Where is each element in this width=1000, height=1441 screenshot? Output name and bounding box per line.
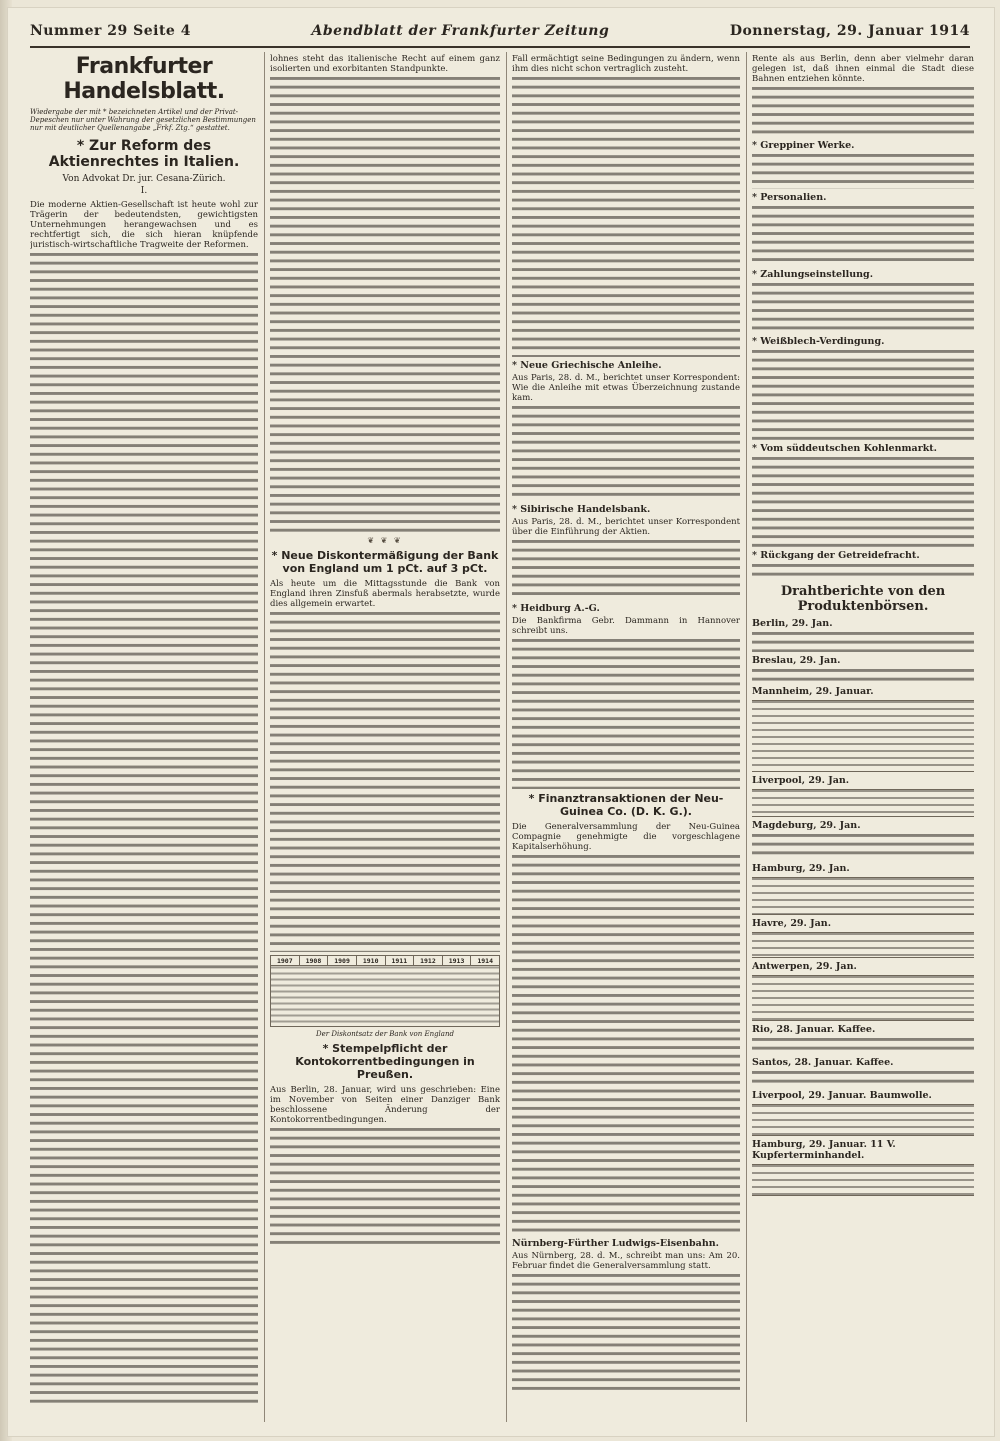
price-table [752, 700, 974, 772]
running-head [30, 18, 970, 44]
column-rule [264, 52, 265, 1422]
article-lead: Die Generalversammlung der Neu-Guinea Compagnie genehmigte die vorgeschlagene Kapitalserhöhung. [512, 822, 740, 852]
market-title: Breslau, 29. Jan. [752, 655, 841, 666]
year-1911: 1911 [385, 956, 414, 966]
column-rule [506, 52, 507, 1422]
article-body [270, 1128, 500, 1248]
news-item-body [752, 564, 974, 580]
market-title: Magdeburg, 29. Jan. [752, 820, 861, 831]
article-lead: Aus Paris, 28. d. M., berichtet unser Korrespondent: Wie die Anleihe mit etwas Überzeichnung zustande kam. [512, 373, 740, 403]
masthead: Abendblatt der Frankfurter Zeitung [311, 23, 610, 39]
article-body [512, 77, 740, 357]
byline: Von Advokat Dr. jur. Cesana-Zürich. [62, 174, 226, 184]
market-title: Santos, 28. Januar. Kaffee. [752, 1057, 894, 1068]
price-table [752, 932, 974, 958]
article-body [270, 612, 500, 952]
market-title: Mannheim, 29. Januar. [752, 686, 874, 697]
article-body [512, 540, 740, 600]
article-lead: Aus Paris, 28. d. M., berichtet unser Korrespondent über die Einführung der Aktien. [512, 517, 740, 537]
article-body [512, 406, 740, 501]
news-item-title: * Personalien. [752, 192, 827, 203]
price-table [752, 877, 974, 915]
continued-text: Rente als aus Berlin, denn aber vielmehr daran gelegen ist, daß ihnen einmal die Stadt diese Bahnen entziehen könnte. [752, 54, 974, 84]
year-1910: 1910 [356, 956, 385, 966]
price-table [752, 789, 974, 817]
discount-rate-table [270, 955, 500, 1027]
news-item-body [752, 154, 974, 189]
market-title: Rio, 28. Januar. Kaffee. [752, 1024, 876, 1035]
news-item-title: * Greppiner Werke. [752, 140, 855, 151]
section-title: Drahtberichte von den Produktenbörsen. [780, 584, 946, 614]
article-lead: Aus Berlin, 28. Januar, wird uns geschrieben: Eine im November von Seiten einer Danziger Bank beschlossene Änderung der Kontokorrentbedingungen. [270, 1085, 500, 1125]
column-2 [270, 52, 500, 1422]
market-report [752, 834, 974, 860]
news-item-body [752, 457, 974, 547]
market-title: Antwerpen, 29. Jan. [752, 961, 857, 972]
article-title: * Finanztransaktionen der Neu-Guinea Co. (D. K. G.). [528, 792, 724, 818]
year-1907: 1907 [271, 956, 300, 966]
article-lead: Die Bankfirma Gebr. Dammann in Hannover schreibt uns. [512, 616, 740, 636]
article-body [512, 855, 740, 1235]
market-report [752, 669, 974, 683]
market-title: Berlin, 29. Jan. [752, 618, 833, 629]
column-4 [752, 52, 974, 1422]
article-title: * Neue Griechische Anleihe. [512, 360, 662, 371]
news-item-body [752, 350, 974, 440]
article-title: Nürnberg-Fürther Ludwigs-Eisenbahn. [512, 1238, 719, 1249]
article-title: * Heidburg A.-G. [512, 603, 600, 614]
article-body [270, 77, 500, 532]
article-title: * Sibirische Handelsbank. [512, 504, 651, 515]
article-title: * Stempelpflicht der Kontokorrentbedingungen in Preußen. [295, 1042, 475, 1081]
market-title: Havre, 29. Jan. [752, 918, 832, 929]
news-item-body [752, 283, 974, 333]
news-item-title: * Rückgang der Getreidefracht. [752, 550, 920, 561]
issue-date: Donnerstag, 29. Januar 1914 [729, 23, 970, 39]
news-item-title: * Zahlungseinstellung. [752, 269, 874, 280]
article-lead: Die moderne Aktien-Gesellschaft ist heute wohl zur Trägerin der bedeutendsten, gewichtigsten Unternehmungen herangewachsen und es rechtfertigt sich, die sich hieran knüpfende juristisch-wirtschaftliche Tragweite der Reformen. [30, 200, 258, 250]
article-title: * Zur Reform des Aktienrechtes in Italien. [48, 138, 240, 170]
news-item-body [752, 206, 974, 266]
copyright-note: Wiedergabe der mit * bezeichneten Artikel und der Privat-Depeschen nur unter Wahrung der gesetzlichen Bestimmungen nur mit deutlicher Quellenangabe „Frkf. Ztg.“ gestattet. [30, 108, 256, 132]
year-1914: 1914 [471, 956, 500, 966]
price-table [752, 1164, 974, 1196]
column-rule [746, 52, 747, 1422]
news-item-title: * Vom süddeutschen Kohlenmarkt. [752, 443, 937, 454]
article-title: * Neue Diskontermäßigung der Bank von England um 1 pCt. auf 3 pCt. [271, 549, 499, 575]
year-1913: 1913 [442, 956, 471, 966]
year-1909: 1909 [328, 956, 357, 966]
market-report [752, 632, 974, 652]
header-rule [30, 46, 970, 48]
article-lead: Als heute um die Mittagsstunde die Bank von England ihren Zinsfuß abermals herabsetzte, wurde dies allgemein erwartet. [270, 579, 500, 609]
market-title: Hamburg, 29. Januar. 11 V. Kupferterminhandel. [752, 1139, 896, 1161]
price-table [752, 1104, 974, 1136]
column-1 [30, 52, 258, 1422]
table-caption: Der Diskontsatz der Bank von England [316, 1030, 454, 1038]
continued-text: lohnes steht das italienische Recht auf einem ganz isolierten und exorbitanten Standpunkte. [270, 54, 500, 74]
market-title: Hamburg, 29. Jan. [752, 863, 850, 874]
article-body [30, 253, 258, 1403]
price-table [752, 975, 974, 1021]
article-lead: Aus Nürnberg, 28. d. M., schreibt man uns: Am 20. Februar findet die Generalversammlung statt. [512, 1251, 740, 1271]
news-item-title: * Weißblech-Verdingung. [752, 336, 885, 347]
column-3 [512, 52, 740, 1422]
page-number: Nummer 29 Seite 4 [30, 23, 191, 39]
continued-text: Fall ermächtigt seine Bedingungen zu ändern, wenn ihm dies nicht schon vertraglich zusteht. [512, 54, 740, 74]
market-title: Liverpool, 29. Jan. [752, 775, 850, 786]
section-numeral: I. [140, 186, 148, 196]
market-report [752, 1071, 974, 1087]
market-report [752, 1038, 974, 1054]
article-body [752, 87, 974, 137]
article-body [512, 639, 740, 789]
year-1908: 1908 [299, 956, 328, 966]
market-title: Liverpool, 29. Januar. Baumwolle. [752, 1090, 932, 1101]
article-body [512, 1274, 740, 1394]
year-1912: 1912 [414, 956, 443, 966]
ornamental-divider: ❦ ❦ ❦ [367, 536, 403, 545]
section-title: Frankfurter Handelsblatt. [63, 54, 225, 104]
